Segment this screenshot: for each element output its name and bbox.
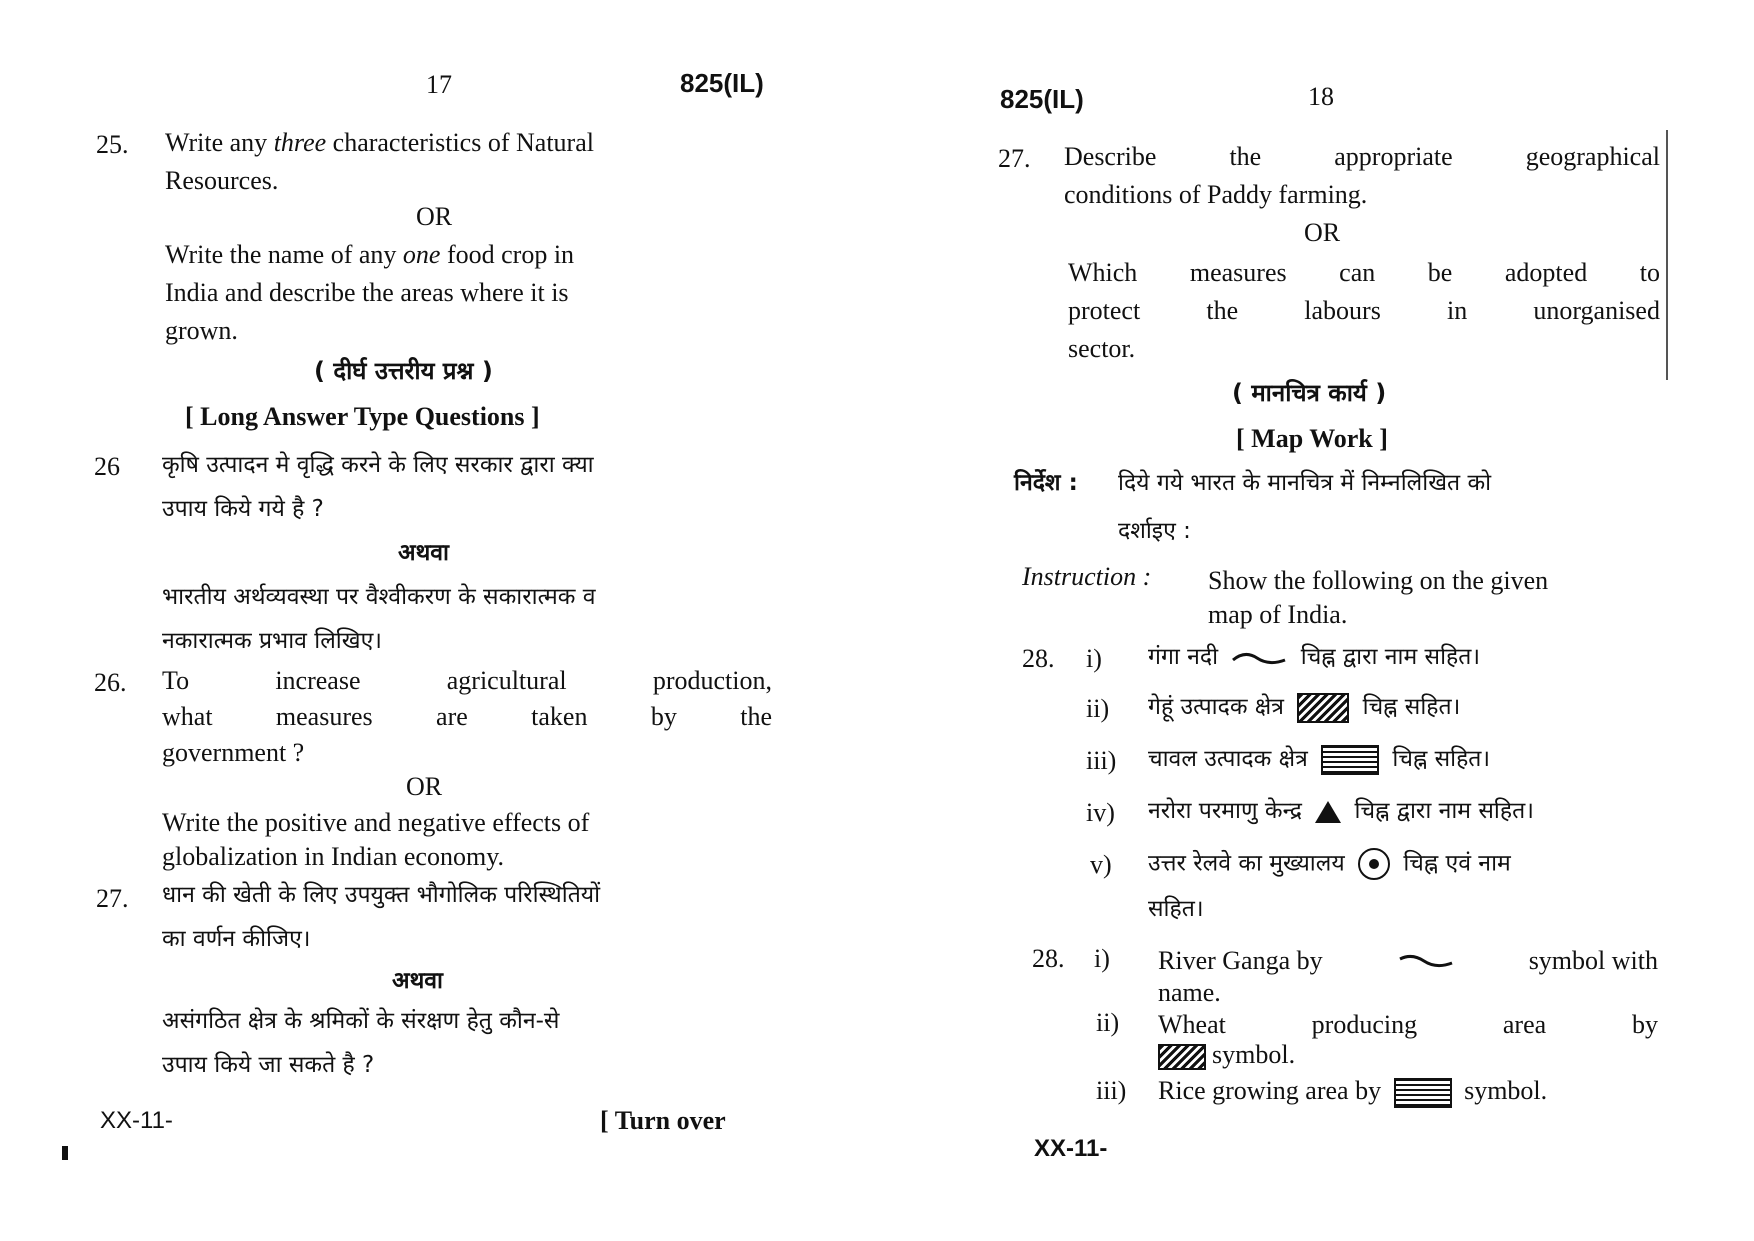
q25-alt-line2: India and describe the areas where it is xyxy=(165,278,569,307)
q25-line1: Write any three characteristics of Natural xyxy=(165,128,594,157)
left-page-number: 17 xyxy=(426,70,452,99)
instruction-english-line1: Show the following on the given xyxy=(1208,566,1549,595)
q28-english-ii-label: ii) xyxy=(1096,1008,1120,1037)
wave-line-icon xyxy=(1398,951,1454,971)
q26-hindi-line1: कृषि उत्पादन मे वृद्धि करने के लिए सरकार द्वारा क्या xyxy=(162,452,594,478)
triangle-icon xyxy=(1315,801,1341,823)
wave-line-icon xyxy=(1231,648,1287,668)
dot-circle-icon xyxy=(1358,848,1390,880)
right-page-number: 18 xyxy=(1308,82,1334,111)
q26-english-or: OR xyxy=(406,772,443,801)
q26-hindi-alt-line2: नकारात्मक प्रभाव लिखिए। xyxy=(162,628,383,654)
q28-hindi-item-ii-label: ii) xyxy=(1086,694,1110,723)
q26-english-alt-line2: globalization in Indian economy. xyxy=(162,842,504,871)
instruction-english-label: Instruction : xyxy=(1022,562,1152,591)
q26-english-line3: government ? xyxy=(162,738,305,767)
lined-box-icon xyxy=(1394,1078,1452,1108)
q27-hindi-line2: का वर्णन कीजिए। xyxy=(162,926,311,952)
q28-english-item-i-line2: name. xyxy=(1158,978,1221,1007)
q25-line2: Resources. xyxy=(165,166,279,195)
q28-hindi-item-i: गंगा नदी चिह्न द्वारा नाम सहित। xyxy=(1148,644,1481,670)
q28-english-item-iii: Rice growing area by symbol. xyxy=(1158,1076,1547,1108)
q28-hindi-item-iv: नरोरा परमाणु केन्द्र चिह्न द्वारा नाम सहित। xyxy=(1148,798,1534,824)
right-footer-code: XX-11- xyxy=(1034,1135,1108,1162)
q26-hindi-line2: उपाय किये गये है ? xyxy=(162,496,324,522)
q27-english-number: 27. xyxy=(998,144,1031,173)
q26-english-line2: what measures are taken by the xyxy=(162,702,772,731)
map-work-heading-english: [ Map Work ] xyxy=(1236,424,1388,453)
instruction-hindi-line2: दर्शाइए : xyxy=(1118,518,1191,544)
left-footer-turn-over: [ Turn over xyxy=(600,1106,726,1135)
q25-alt-line3: grown. xyxy=(165,316,238,345)
q28-hindi-item-iv-label: iv) xyxy=(1086,798,1115,827)
instruction-hindi-line1: दिये गये भारत के मानचित्र में निम्नलिखित को xyxy=(1118,470,1492,496)
hatched-box-icon xyxy=(1297,693,1349,723)
q28-english-item-i: River Ganga by symbol with xyxy=(1158,946,1658,975)
map-work-heading-hindi: ( मानचित्र कार्य ) xyxy=(1232,379,1387,407)
q27-english-line1: Describe the appropriate geographical xyxy=(1064,142,1660,171)
q28-hindi-item-v-line2: सहित। xyxy=(1148,896,1204,922)
q26-hindi-or: अथवा xyxy=(398,540,450,566)
q27-english-line2: conditions of Paddy farming. xyxy=(1064,180,1368,209)
q27-english-or: OR xyxy=(1304,218,1341,247)
q28-hindi-item-iii: चावल उत्पादक क्षेत्र चिह्न सहित। xyxy=(1148,744,1490,775)
q28-english-item-ii-line2: symbol. xyxy=(1158,1040,1295,1070)
margin-rule xyxy=(1666,130,1668,380)
q28-english-item-ii: Wheat producing area by xyxy=(1158,1010,1658,1039)
q28-hindi-item-ii: गेहूं उत्पादक क्षेत्र चिह्न सहित। xyxy=(1148,692,1460,723)
q26-hindi-alt-line1: भारतीय अर्थव्यवस्था पर वैश्वीकरण के सकारात्मक व xyxy=(162,584,596,610)
q28-hindi-item-v: उत्तर रेलवे का मुख्यालय चिह्न एवं नाम xyxy=(1148,848,1511,880)
q26-hindi-number: 26 xyxy=(94,452,120,481)
instruction-hindi-label: निर्देश : xyxy=(1014,470,1078,496)
q27-hindi-or: अथवा xyxy=(392,968,444,994)
q27-english-alt-line2: protect the labours in unorganised xyxy=(1068,296,1660,325)
q28-hindi-item-iii-label: iii) xyxy=(1086,746,1117,775)
q25-alt-line1: Write the name of any one food crop in xyxy=(165,240,575,269)
left-footer-code: XX-11- xyxy=(100,1107,173,1134)
q28-hindi-number: 28. xyxy=(1022,644,1055,673)
left-paper-code: 825(IL) xyxy=(680,68,764,98)
long-answer-heading-hindi: ( दीर्घ उत्तरीय प्रश्न ) xyxy=(314,357,493,385)
q27-hindi-number: 27. xyxy=(96,884,129,913)
q27-hindi-line1: धान की खेती के लिए उपयुक्त भौगोलिक परिस्थितियों xyxy=(162,882,601,908)
q28-hindi-item-v-label: v) xyxy=(1090,850,1112,879)
q28-english-i-label: i) xyxy=(1094,944,1110,973)
q28-english-iii-label: iii) xyxy=(1096,1076,1127,1105)
q27-english-alt-line3: sector. xyxy=(1068,334,1136,363)
q26-english-number: 26. xyxy=(94,668,127,697)
scan-speck xyxy=(62,1146,68,1160)
instruction-english-line2: map of India. xyxy=(1208,600,1348,629)
q26-english-line1: To increase agricultural production, xyxy=(162,666,772,695)
hatched-box-icon xyxy=(1158,1044,1206,1070)
right-paper-code: 825(IL) xyxy=(1000,84,1084,114)
q25-or: OR xyxy=(416,202,453,231)
q27-hindi-alt-line2: उपाय किये जा सकते है ? xyxy=(162,1052,375,1078)
q27-english-alt-line1: Which measures can be adopted to xyxy=(1068,258,1660,287)
q26-english-alt-line1: Write the positive and negative effects of xyxy=(162,808,590,837)
long-answer-heading-english: [ Long Answer Type Questions ] xyxy=(185,402,540,431)
q28-hindi-item-i-label: i) xyxy=(1086,644,1102,673)
q25-number: 25. xyxy=(96,130,129,159)
lined-box-icon xyxy=(1321,745,1379,775)
q27-hindi-alt-line1: असंगठित क्षेत्र के श्रमिकों के संरक्षण हेतु कौन-से xyxy=(162,1008,560,1034)
q28-english-number: 28. xyxy=(1032,944,1065,973)
